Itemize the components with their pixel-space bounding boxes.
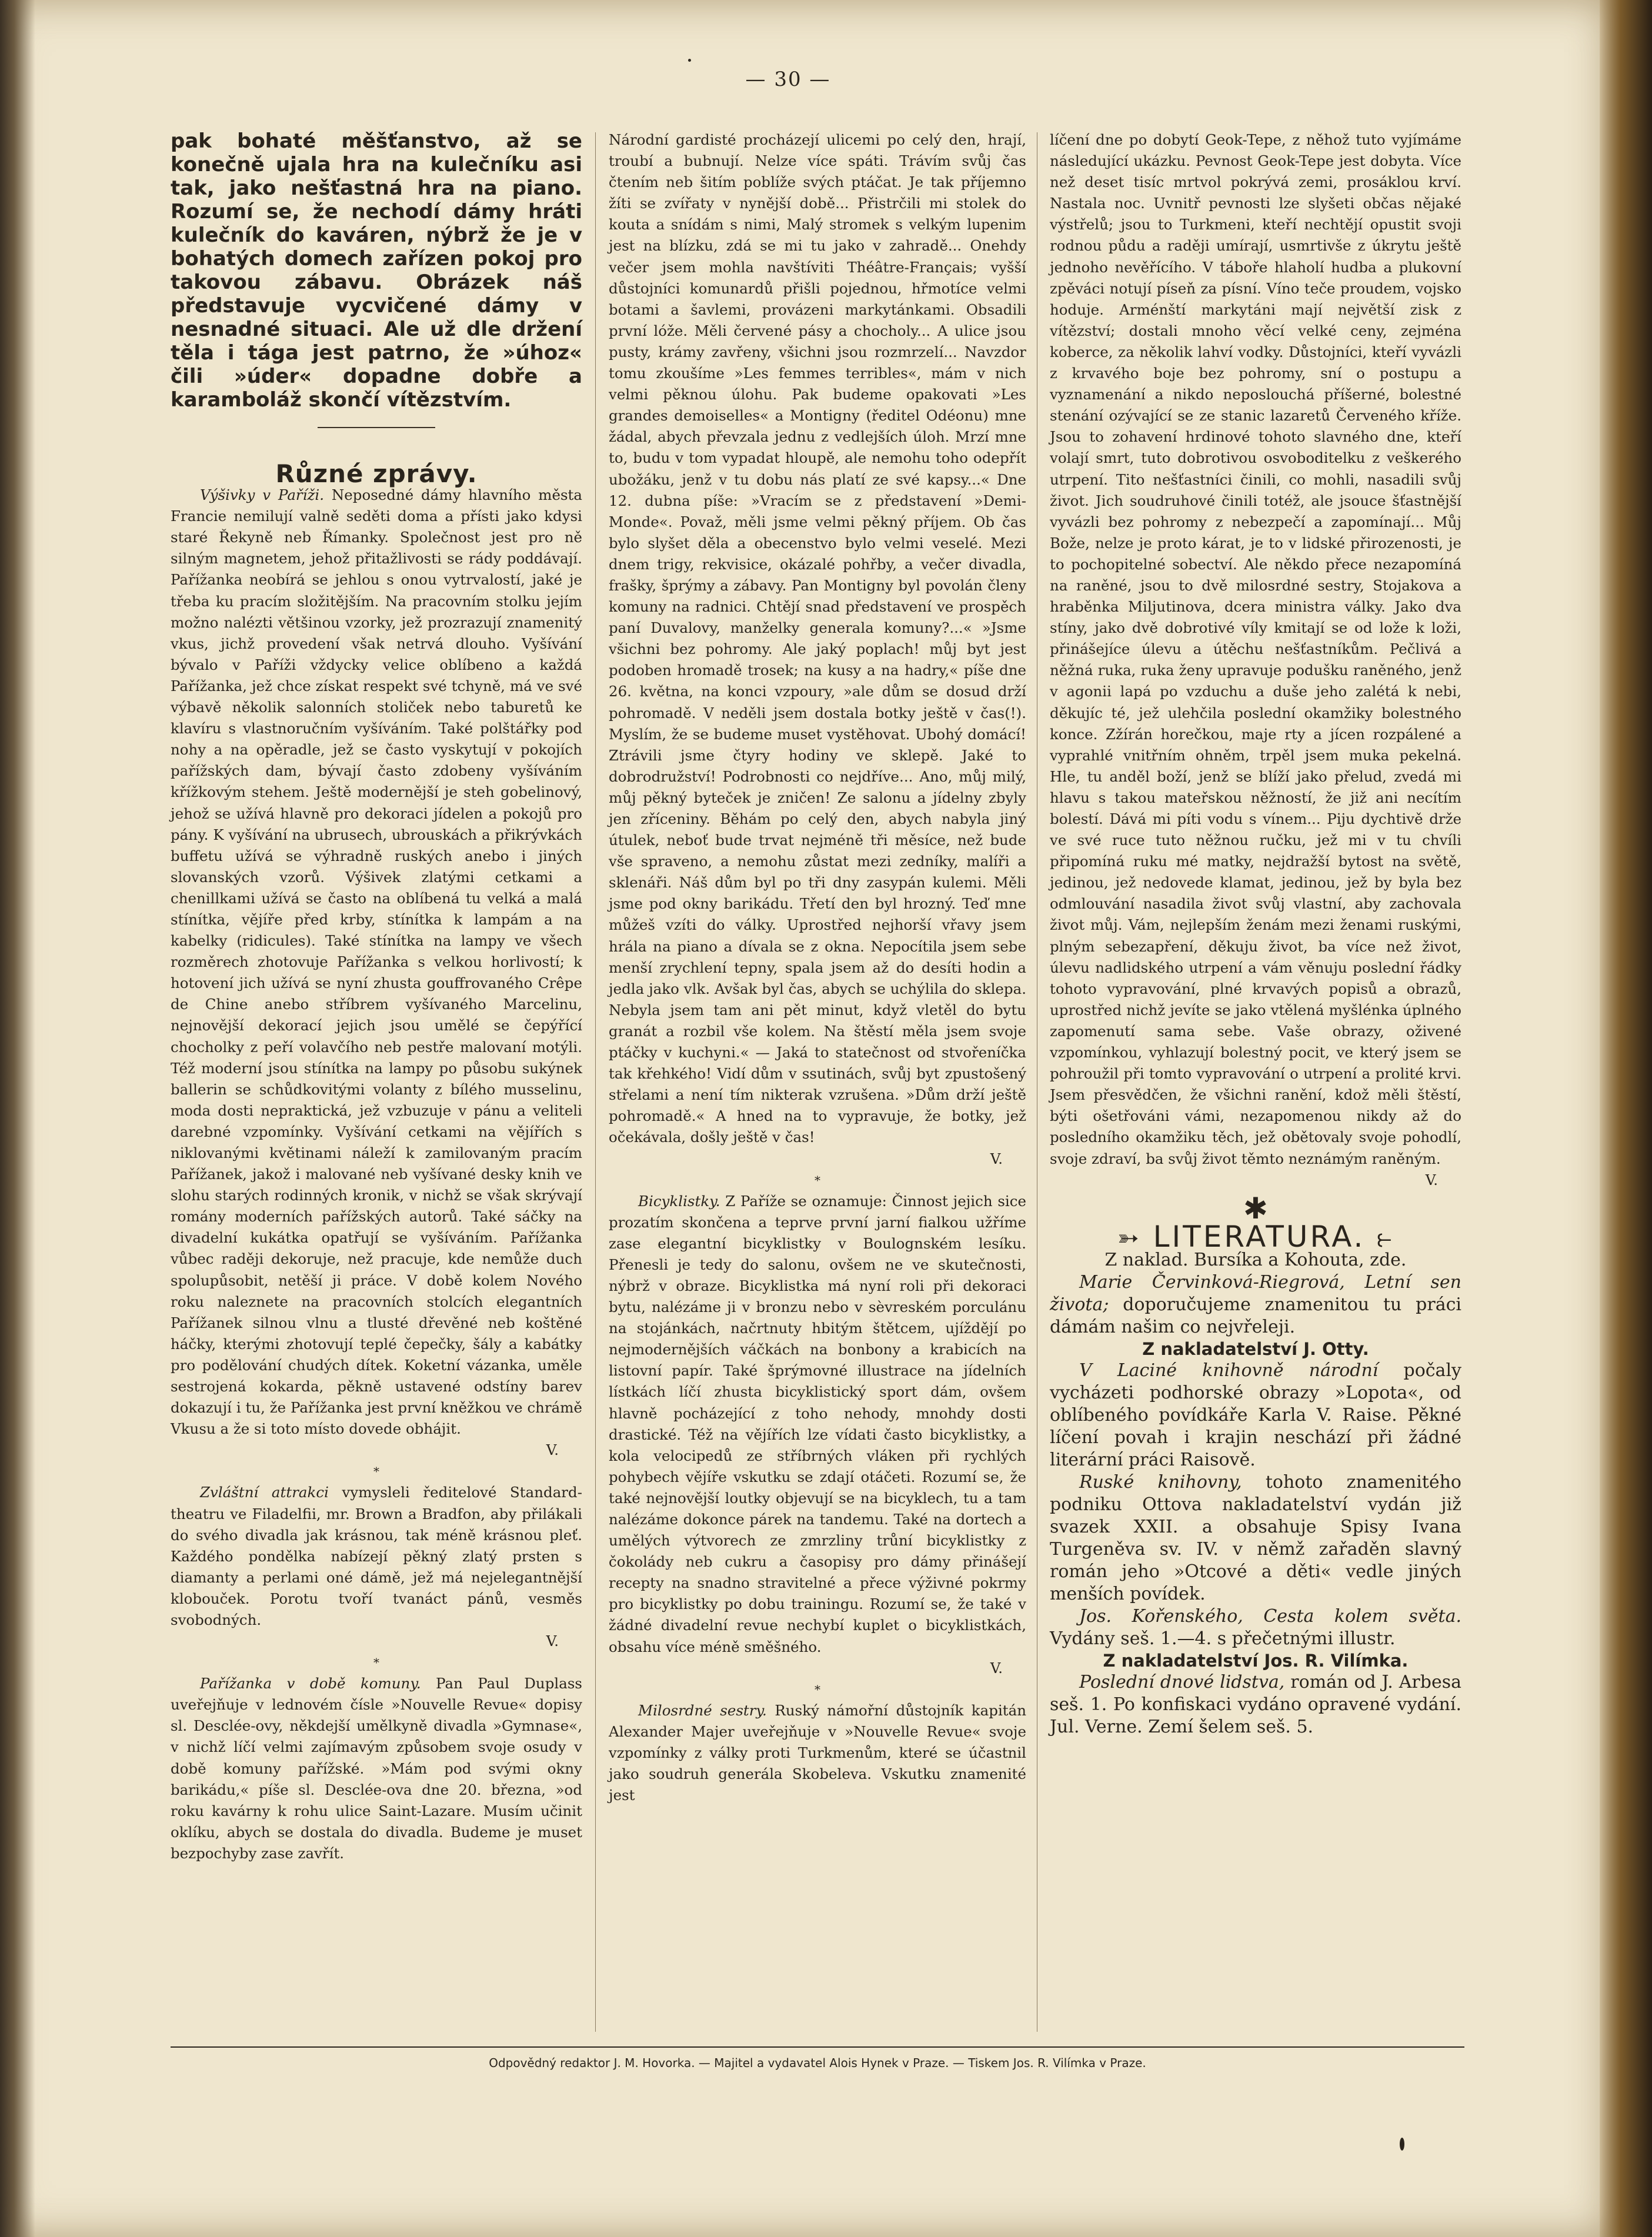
book-title: Ruské knihovny,: [1079, 1471, 1242, 1493]
article-body: Neposedné dámy hlavního města Francie nemilují valně seděti doma a přísti jako kdysi staré Řekyně neb Římanky. Společnost jest pro ně silným magnetem, jehož přitažlivosti se rády poddávají. Pařížanka neobírá se jehlou s onou vytrvalostí, jaké je třeba ku pracím složitějším. Na pracovním stolku jejím možno nalézti většinou vzorky, jež prozrazují znamenitý vkus, jichž provedení však netrvá dlouho. Vyšívání bývalo v Paříži vždycky velice oblíbeno a každá Pařížanka, jež chce získat respekt své tchyně, má ve své výbavě několik salonních stoliček nebo taburetů ke klavíru s vlastnoručním vyšíváním. Také polštářky pod nohy a na opěradle, jež se často vyskytují v pokojích pařížských dam, bývají často zdobeny vyšíváním křížkovým stehem. Ještě modernější je steh gobelinový, jehož se užívá hlavně pro dekoraci jídelen a pokojů pro pány. K vyšívání na ubrusech, ubrouskách a přikrývkách buffetu užívá se výhradně ruských anebo i jiných slovanských vzorů. Výšivek zlatými cetkami a chenillkami užívá se často na oblíbená tu velká a malá stínítka, vějíře před krby, stínítka k lampám a na kabelky (ridicules). Také stínítka na lampy ve všech rozměrech zhotovuje Pařížanka s velkou horlivostí; k hotovení jich užívá se nyní zhusta gouffrovaného Crêpe de Chine anebo stříbrem vyšívaného Marcelinu, nejnovější dekorací jejich jsou umělé se čepýřící chocholky z peří volavčího neb pestře malovaní motýli. Též moderní jsou stínítka na lampy po působu sukýnek ballerin se schůdkovitými volanty z bílého musselinu, moda dosti nepraktická, jež vzbuzuje v pánu a veliteli darebné vzpomínky. Vyšívání cetkami na vějířích s niklovanými květinami náleží k zamilovaným pracím Pařížanek, jakož i malované neb vyšívané desky knih ve slohu starých rodinných kronik, v nichž se však skrývají romány moderních pařížských autorů. Také sáčky na divadelní kukátka opatřují se vyšíváním. Pařížanka vůbec raději dekoruje, než pracuje, kde nemůže duch spolupůsobit, netěší ji práce. V době kolem Nového roku naleznete na pracovních stolcích elegantních Pařížanek silnou vlnu a tlusté dřevěné neb koštěné háčky, kterými zhotovují teplé čepečky, šály a kabátky pro podělování chudých dítek. Koketní vázanka, uměle sestrojená kokarda, pěkně ustavené odstíny barev dokazují i tu, že Pařížanka jest první kněžkou ve chrámě Vkusu a že si toto místo dovede obhájit.: [171, 486, 582, 1438]
publisher-heading: Z nakladatelství J. Otty.: [1142, 1338, 1369, 1359]
literature-item: [1050, 1271, 1461, 1338]
section-title: Různé zprávy.: [275, 459, 478, 488]
column-3: [1050, 129, 1461, 1738]
arrow-ornament-icon: ➳: [1117, 1223, 1142, 1253]
ink-speck: [688, 59, 691, 62]
signature: V.: [1425, 1171, 1438, 1188]
book-note: tohoto znamenitého podniku Ottova nakladatelství vydán již svazek XXII. a obsahuje Spisy Ivana Turgeněva sv. IV. v němž zařaděn slavný román jeho »Otcové a děti« vedle jiných menších povídek.: [1050, 1471, 1461, 1604]
short-rule: [318, 427, 435, 428]
literature-item: [1050, 1605, 1461, 1650]
signature: V.: [990, 1659, 1003, 1677]
article-title: Zvláštní attrakci: [200, 1484, 329, 1501]
publisher-line: Z naklad. Bursíka a Kohouta, zde.: [1104, 1249, 1407, 1270]
separator-star: *: [373, 1655, 379, 1670]
book-title: Marie Červinková-Riegrová, Letní sen života;: [1050, 1271, 1461, 1315]
article-title: Bicyklistky.: [638, 1192, 720, 1210]
article-body: Z Paříže se oznamuje: Činnost jejich sice prozatím skončena a teprve první jarní fialkou užříme zase elegantní bicyklistky v Boulognském lesíku. Přenesli je tedy do salonu, ovšem ne ve skutečnosti, nýbrž v obraze. Bicyklistka má nyní roli při dekoraci bytu, nalézáme ji v bronzu nebo v sèvreském porculánu na stojánkách, načrtnuty hbitým štětcem, ujíždějí po nejmodernějších váčkách na bonbony a krabicích na listovní papír. Také šprýmovné illustrace na jídelních lístkách líčí zhusta bicyklistický sport dám, ovšem hlavně pocházející z toho nehody, mnohdy dosti drastické. Též na vějířích lze vídati často bicyklistky, a kola velocipedů ze stříbrných vláken při rychlých pohybech vějíře vskutku se zdají otáčeti. Rozumí se, že také nejnovější loutky objevují se na bicyklech, tu a tam nalézáme dokonce párek na tandemu. Také na dortech a umělých výtvorech ze zmrzliny trůní bicyklistky z čokolády neb cukru a časopisy pro dámy přinášejí recepty na snadno stravitelné a přece výživné pokrmy pro bicyklistky po dobu trainingu. Rozumí se, že také v žádné divadelní revue nechybí kuplet o bicyklistkách, obsahu více méně směšného.: [609, 1192, 1026, 1655]
separator-star: ✱: [1243, 1191, 1268, 1226]
page-edge: [1600, 0, 1652, 2237]
literature-title: LITERATURA.: [1153, 1219, 1366, 1254]
page-number: — 30 —: [745, 68, 831, 91]
book-note: doporučujeme znamenitou tu práci dámám našim co nejvřeleji.: [1050, 1294, 1461, 1337]
book-note: Vydány seš. 1.—4. s přečetnými illustr.: [1050, 1628, 1396, 1649]
literature-item: [1050, 1671, 1461, 1738]
literature-heading: [1050, 1219, 1461, 1254]
article-cyclists: [609, 1191, 1026, 1658]
book-title: Jos. Kořenského, Cesta kolem světa.: [1079, 1605, 1461, 1627]
book-title: V Laciné knihovně národní: [1079, 1360, 1379, 1381]
column-divider-left: [595, 132, 596, 2032]
lead-paragraph: pak bohaté měšťanstvo, až se konečně ujala hra na kulečníku asi tak, jako nešťastná hra na piano. Rozumí se, že nechodí dámy hráti kulečník do kaváren, nýbrž že je v bohatých domech zařízen pokoj pro takovou zábavu. Obrázek náš představuje vycvičené dámy v nesnadné situaci. Ale už dle držení těla i tága jest patrno, že »úhoz« čili »úder« dopadne dobře a karamboláž skončí vítězstvím.: [171, 129, 582, 412]
article-body: vymysleli ředitelové Standard-theatru ve Filadelfii, mr. Brown a Bradfon, aby přilákali do svého divadla jak krásnou, tak méně krásnou pleť. Každého pondělka nabízejí pěkný zlatý prsten s diamanty a perlami oné dámě, jež má nejelegantnější klobouček. Porotu tvoří tvanáct pánů, vesměs svobodných.: [171, 1484, 582, 1628]
article-continuation: líčení dne po dobytí Geok-Tepe, z něhož tuto vyjímáme následující ukázku. Pevnost Geok-Tepe jest dobyta. Více než deset tisíc mrtvol pokrývá zemi, prosáklou krví. Nastala noc. Uvnitř pevnosti lze slyšeti občas nějaké výstřelů; jsou to Turkmeni, kteří nechtějí opustit svoji rodnou půdu a raději umírají, usmrtivše z úkrytu ještě jednoho nevěřícího. V táboře hlaholí hudba a plukovní zpěváci notují píseň za písní. Víno teče proudem, vojsko hoduje. Arménští markytáni mají největší zisk z vítězství; dostali mnoho věcí velké ceny, zejména koberce, za několik lahví vodky. Důstojníci, kteří vyvázli z krvavého boje bez pohromy, sní o postupu a vyznamenání a nikdo neposlouchá příšerné, bolestné stenání ozývající se ze stanic lazaretů Červeného kříže. Jsou to zohavení hrdinové tohoto slavného dne, kteří volají smrt, tuto dobrotivou osvoboditelku z veškerého utrpení. Tito nešťastníci činili, co mohli, nasadili svůj život. Jich soudruhové činili totéž, ale jsouce šťastnější vyvázli bez pohromy z nebezpečí a zapomínají... Můj Bože, nelze je proto kárat, je to v lidské přirozenosti, je to pochopitelné sobectví. Ale někdo přece nezapomíná na raněné, jsou to dvě milosrdné sestry, Stojakova a hraběnka Miljutinova, dcera ministra války. Jako dva stíny, jako dvě dobrotivé víly kmitají se od lože k loži, přinášejíce úlevu a útěchu nešťastníkům. Pečlivá a něžná ruka, ruka ženy upravuje podušku raněného, jenž v agonii lapá po vzduchu a duše jeho zalétá k nebi, děkujíc té, jež ulehčila poslední okamžiky bolestného konce. Zžírán horečkou, maje rty a jícen rozpálené a vyprahlé vnitřním ohněm, trpěl jsem muka pekelná. Hle, tu anděl boží, jenž se blíží jako přelud, zvedá mi hlavu s takou mateřskou něžností, že již ani necítím bolestí. Dává mi píti vodu s vínem... Piju dychtivě drže ve své ruce tuto něžnou ručku, jež mi v tu chvíli připomíná ruku mé matky, nejdražší bytost na světě, jedinou, jež nedovede klamat, jedinou, jež by byla bez odmlouvání nasadila život svůj vlastní, aby zachovala život můj. Vám, nejlepším ženám mezi ženami ruskými, plným sebezapření, děkuju život, ba více než život, úlevu nadlidského utrpení a vám věnuju poslední řádky tohoto vypravování, plné krvavých popisů a obrazů, uprostřed nichž jevíte se jako vtělená myšlénka úplného zapomenutí sama sebe. Vaše obrazy, oživené vzpomínkou, vyhlazují bolestný pocit, ve který jsem se pohroužil při tomto vypravování o utrpení a prolité krvi. Jsem přesvědčen, že všichni ranění, kdož měli štěstí, býti ošetřováni vámi, nezapomenou nikdy až do posledního okamžiku těch, jež obětovaly svoje pohodlí, svoje zdraví, ba svůj život těmto neznámým raněným.: [1050, 131, 1461, 1167]
column-1: [171, 129, 582, 1864]
signature: V.: [546, 1632, 559, 1650]
separator-star: *: [815, 1682, 820, 1697]
article-title: Výšivky v Paříži.: [200, 486, 325, 504]
book-title: Poslední dnové lidstva,: [1079, 1671, 1285, 1692]
article-title: Milosrdné sestry.: [638, 1701, 767, 1719]
article-body: Ruský námořní důstojník kapitán Alexander Majer uveřejňuje v »Nouvelle Revue« svoje vzpomínky z války proti Turkmenům, které se účastnil jako soudruh generála Skobeleva. Vskutku znamenité jest: [609, 1701, 1027, 1804]
article-sisters: [609, 1700, 1026, 1806]
article-continuation: Národní gardisté procházejí ulicemi po celý den, hrají, troubí a bubnují. Nelze více spáti. Trávím svůj čas čtením neb šitím poblíže svých ptáčat. Je tak příjemno žíti se zvířaty v nynější době... Přistrčili mi stolek do kouta a snídám s nimi, Malý stromek s velkým lupenim jest na blízku, zdá se mi tu jako v zahradě... Onehdy večer jsem mohla navštíviti Théâtre-Français; vyšší důstojníci komunardů přišli pojednou, hřmotíce velmi botami a šavlemi, provázeni markytánkami. Obsadili první lóže. Měli červené pásy a chocholy... A ulice jsou pusty, krámy zavřeny, všichni jsou rozmrzelí... Navzdor tomu zkoušíme »Les femmes terribles«, mám v nich velmi pěknou úlohu. Pak budeme opakovati »Les grandes demoiselles« a Montigny (ředitel Odéonu) mne žádal, abych převzala jednu z vedlejších úloh. Mrzí mne to, budu v tom vypadat hloupě, ale nemohu toho odepřít ubožáku, jenž v tu dobu nás platí ze své kapsy...« Dne 12. dubna píše: »Vracím se z představení »Demi-Monde«. Považ, měli jsme velmi pěkný příjem. Ob čas bylo slyšet děla a obecenstvo bylo velmi veselé. Mezi dnem trigy, rekvisice, okázalé pohřby, a večer divadla, frašky, šprýmy a zábavy. Pan Montigny byl povolán členy komuny na radnici. Chtějí snad představení ve prospěch paní Duvalovy, manželky generala komuny?...« »Jsme všichni bez pohromy. Ale jaký poplach! můj byt jest podoben hromadě trosek; na kusy a na hadry,« píše dne 26. května, na konci vzpoury, »ale dům se dosud drží pohromadě. V neděli jsem dostala botky ještě v čas(!). Myslím, že se budeme muset vystěhovat. Ubohý domácí! Ztrávili jsme čtyry hodiny ve sklepě. Jaké to dobrodružství! Podrobnosti co nejdříve... Ano, můj milý, můj pěkný byteček je zničen! Ze salonu a jídelny zbyly jen zříceniny. Běhám po celý den, abych nabyla jiný útulek, neboť bude trvat nejméně tři měsíce, než bude vše spraveno, a nemohu zůstat mezi zedníky, malíři a sklenáři. Náš dům byl po tři dny zasypán kulemi. Měli jsme pod okny barikádu. Třetí den byl hrozný. Teď mne můžeš vzíti do války. Uprostřed nejhorší vřavy jsem hrála na piano a dívala se z okna. Nepocítila jsem sebe menší zrychlení tepny, spala jsem až do desíti hodin a jedla jako vlk. Avšak byl čas, abych se uchýlila do sklepa. Nebyla jsem tam ani pět minut, když vletěl do bytu granát a rozbil vše kolem. Na štěstí měla jsem svoje ptáčky v kuchyni.« — Jaká to statečnost od stvořeníčka tak křehkého! Vidí dům v ssutinách, svůj byt zpustošený střelami a není tím nikterak vzrušena. »Dům drží ještě pohromadě.« A hned na to vypravuje, že botky, jež očekávala, došly ještě v čas!: [609, 131, 1026, 1146]
signature: V.: [546, 1441, 559, 1459]
article-attraction: [171, 1482, 582, 1631]
footer-rule: [171, 2046, 1464, 2048]
article-title: Pařížanka v době komuny.: [200, 1675, 421, 1692]
separator-star: *: [373, 1464, 379, 1479]
literature-item: [1050, 1360, 1461, 1471]
article-body: Pan Paul Duplass uveřejňuje v lednovém čísle »Nouvelle Revue« dopisy sl. Desclée-ovy, někdejší umělkyně divadla »Gymnase«, v nichž líčí velmi zajímavým způsobem svoje osudy v době komuny pařížské. »Mám pod svými okny barikádu,« píše sl. Desclée-ova dne 20. března, »od roku kavárny k rohu ulice Saint-Lazare. Musím učinit oklíku, abych se dostala do divadla. Budeme je muset bezpochyby zase zavřít.: [171, 1675, 582, 1862]
separator-star: *: [815, 1173, 820, 1187]
publisher-heading: Z nakladatelství Jos. R. Vilímka.: [1103, 1650, 1409, 1671]
signature: V.: [990, 1150, 1003, 1167]
footer-imprint: Odpovědný redaktor J. M. Hovorka. — Majitel a vydavatel Alois Hynek v Praze. — Tiskem Jos. R. Vilímka v Praze.: [489, 2056, 1146, 2070]
article-commune: [171, 1673, 582, 1864]
literature-item: [1050, 1471, 1461, 1605]
arrow-ornament-icon: ⥼: [1377, 1223, 1394, 1253]
article-embroidery: [171, 485, 582, 1440]
ink-speck: [1400, 2138, 1404, 2151]
column-2: [609, 129, 1026, 1806]
book-note: počaly vycházeti podhorské obrazy »Lopota«, od oblíbeného povídkáře Karla V. Raise. Pěkné líčení povah i krajin neschází při žádné literární práci Raisově.: [1050, 1360, 1461, 1470]
binding-shadow: [0, 0, 35, 2237]
book-note: román od J. Arbesa seš. 1. Po konfiskaci vydáno opravené vydání. Jul. Verne. Zemí šelem seš. 5.: [1050, 1671, 1461, 1737]
